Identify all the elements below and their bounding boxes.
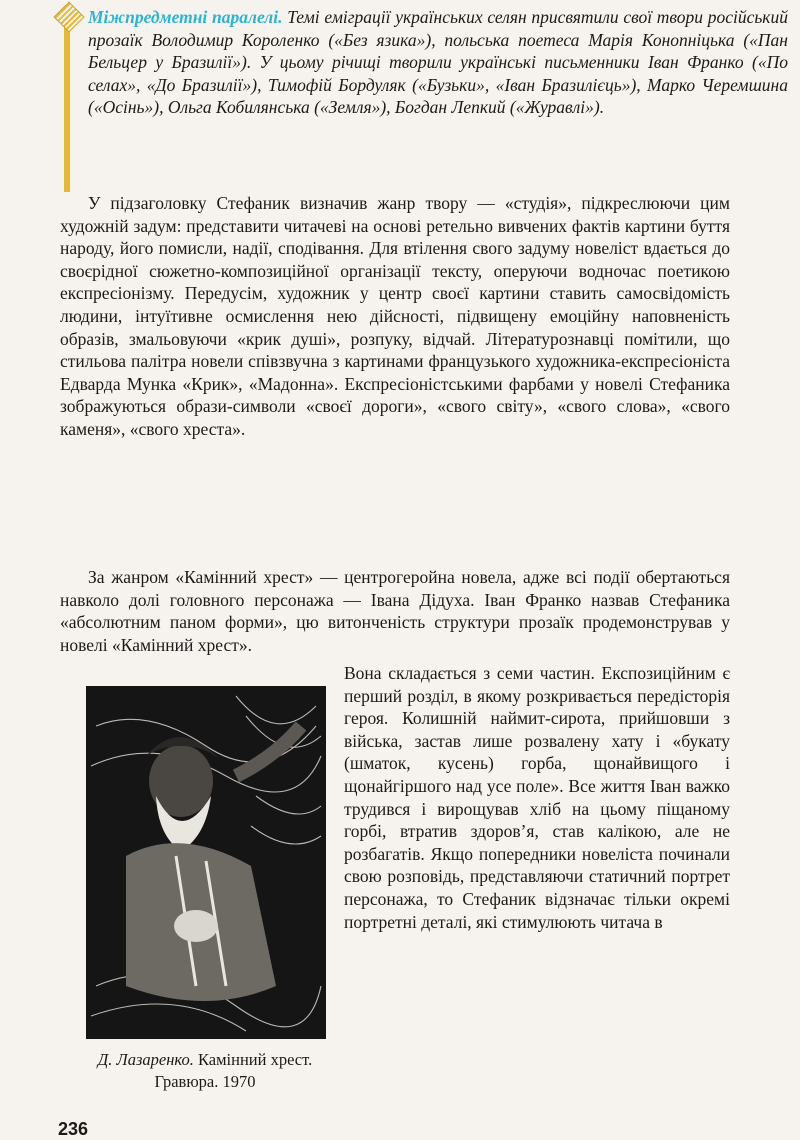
interdisciplinary-parallels-box xyxy=(88,6,788,119)
paragraph-1-text: У підзаголовку Стефаник визначив жанр твору — «студія», підкреслюючи цим художній задум: представити читачеві на основі ретельно вивчених фактів картини буття народу, його помисли, надії, сподівання. Для втілення свого задуму новеліст вдається до своєрідної сюжетно-композиційної організації тексту, оперуючи водночас поетикою експресіонізму. Передусім, художник у центр своєї картини ставить самосвідомість людини, інтуїтивне осмислення нею дійсності, підвищену емоційну наповненість образів, змальовуючи «крик душі», розпуку, відчай. Літературознавці помітили, що стильова палітра новели співзвучна з картинами французького художника-експресіоніста Едварда Мунка «Крик», «Мадонна». Експресіоністськими фарбами у новелі Стефаника зображуються образи-символи «своєї дороги», «свого світу», «свого слова», «свого каменя», «свого хреста». xyxy=(60,193,730,439)
sidebar-diamond-icon xyxy=(53,1,84,32)
image-caption xyxy=(70,1049,340,1093)
engraving-illustration xyxy=(86,686,326,1039)
caption-author: Д. Лазаренко. xyxy=(97,1050,194,1069)
paragraph-2-text: За жанром «Камінний хрест» — центрогеройна новела, адже всі події обертаються навколо долі головного персонажа — Івана Дідуха. Іван Франко назвав Стефаника «абсолютним паном форми», цю витонченість структури прозаїк продемонстрував у новелі «Камінний хрест». xyxy=(60,567,730,655)
main-paragraph-1 xyxy=(60,192,730,441)
parallels-text: Темі еміграції українських селян присвятили свої твори російський прозаїк Володимир Короленко («Без язика»), польська поетеса Марія Конопніцька («Пан Бельцер у Бразилії»). У цьому річищі творили українські письменники Іван Франко («По селах», «До Бразилії»), Тимофій Бордуляк («Бузьки», «Іван Бразилієць»), Марко Черемшина («Осінь»), Ольга Кобилянська («Земля»), Богдан Лепкий («Журавлі»). xyxy=(88,7,788,117)
page-number: 236 xyxy=(58,1119,89,1139)
paragraph-2-rest: Вона складається з семи частин. Експозиційним є перший розділ, в якому розкривається передісторія героя. Колишній наймит-сирота, прийшовши з війська, застав лише розвалену хату і «букату (шматок, кусень) горба, щонайвищого і щонайгіршого над усе поле». Все життя Іван важко трудився і вирощував хліб на цьому піщаному горбі, втратив здоров’я, став калікою, але не розбагатів. Якщо попередники новеліста починали свою розповідь, представляючи статичний портрет персонажа, то Стефаник відзначає тільки окремі портретні деталі, які стимулюють читача в xyxy=(344,663,730,932)
caption-text: Камінний хрест. Гравюра. 1970 xyxy=(154,1050,313,1091)
main-paragraph-2 xyxy=(60,566,730,656)
paragraph-2-continuation xyxy=(344,662,730,933)
sidebar-accent-bar xyxy=(64,8,70,192)
parallels-title: Міжпредметні паралелі. xyxy=(88,7,283,27)
